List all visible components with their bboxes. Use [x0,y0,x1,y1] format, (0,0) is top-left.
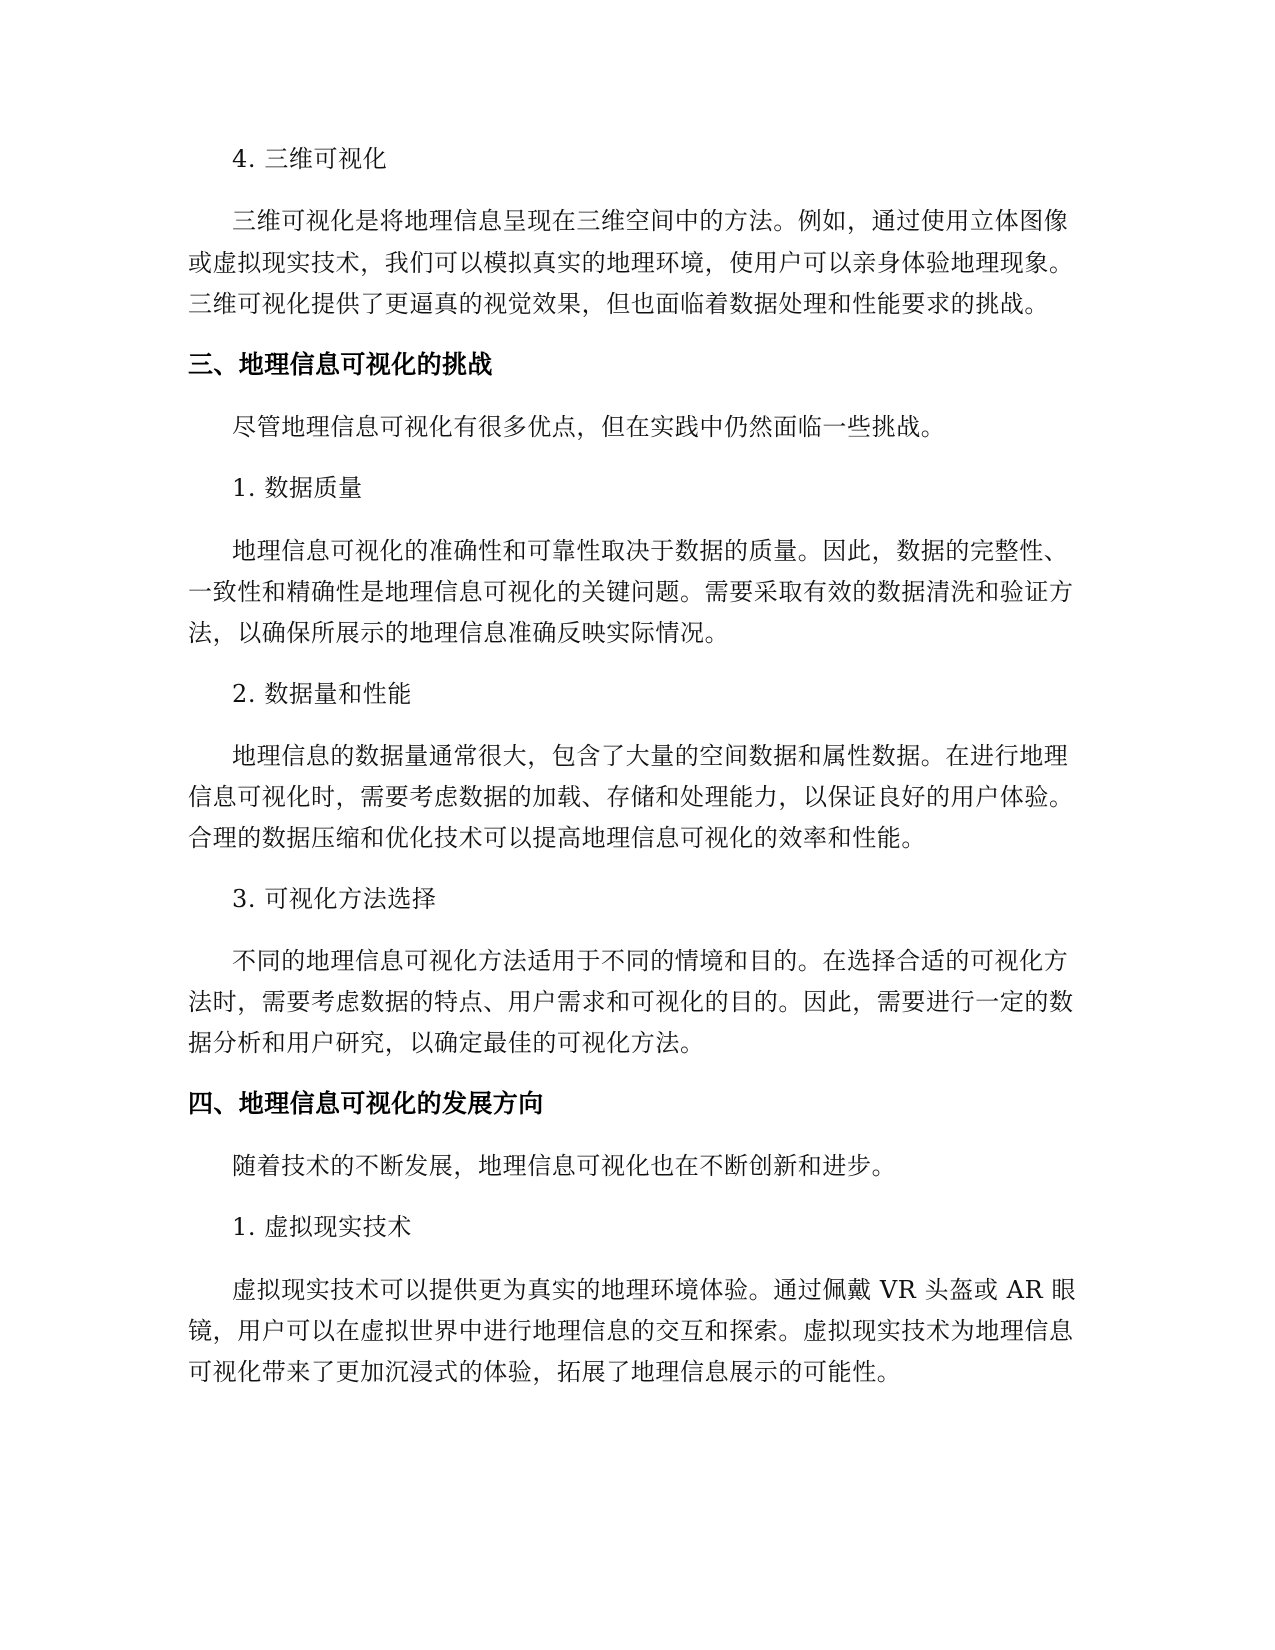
paragraph-line: 或虚拟现实技术，我们可以模拟真实的地理环境，使用户可以亲身体验地理现象。 [188,249,1074,277]
paragraph-line: 地理信息的数据量通常很大，包含了大量的空间数据和属性数据。在进行地理 [232,742,1069,770]
paragraph-line: 法时，需要考虑数据的特点、用户需求和可视化的目的。因此，需要进行一定的数 [188,988,1074,1016]
paragraph-line: 信息可视化时，需要考虑数据的加载、存储和处理能力，以保证良好的用户体验。 [188,783,1074,811]
paragraph-line: 尽管地理信息可视化有很多优点，但在实践中仍然面临一些挑战。 [232,413,946,441]
paragraph-line: 据分析和用户研究，以确定最佳的可视化方法。 [188,1029,705,1057]
section-heading: 三、地理信息可视化的挑战 [188,350,493,379]
paragraph-line: 随着技术的不断发展，地理信息可视化也在不断创新和进步。 [232,1152,897,1180]
paragraph-line: 不同的地理信息可视化方法适用于不同的情境和目的。在选择合适的可视化方 [232,947,1069,975]
paragraph-line: 合理的数据压缩和优化技术可以提高地理信息可视化的效率和性能。 [188,824,926,852]
list-item-title: 2. 数据量和性能 [232,680,412,708]
paragraph-line: 法，以确保所展示的地理信息准确反映实际情况。 [188,619,730,647]
paragraph-line: 地理信息可视化的准确性和可靠性取决于数据的质量。因此，数据的完整性、 [232,537,1069,565]
list-item-title: 3. 可视化方法选择 [232,885,437,913]
list-item-title: 4. 三维可视化 [232,145,388,173]
paragraph-line: 三维可视化是将地理信息呈现在三维空间中的方法。例如，通过使用立体图像 [232,207,1069,235]
paragraph-line: 一致性和精确性是地理信息可视化的关键问题。需要采取有效的数据清洗和验证方 [188,578,1074,606]
paragraph-line: 三维可视化提供了更逼真的视觉效果，但也面临着数据处理和性能要求的挑战。 [188,290,1049,318]
list-item-title: 1. 数据质量 [232,474,363,502]
paragraph-line: 镜，用户可以在虚拟世界中进行地理信息的交互和探索。虚拟现实技术为地理信息 [188,1317,1074,1345]
list-item-title: 1. 虚拟现实技术 [232,1213,412,1241]
paragraph-line: 虚拟现实技术可以提供更为真实的地理环境体验。通过佩戴 VR 头盔或 AR 眼 [232,1276,1077,1304]
section-heading: 四、地理信息可视化的发展方向 [188,1089,544,1118]
paragraph-line: 可视化带来了更加沉浸式的体验，拓展了地理信息展示的可能性。 [188,1358,902,1386]
